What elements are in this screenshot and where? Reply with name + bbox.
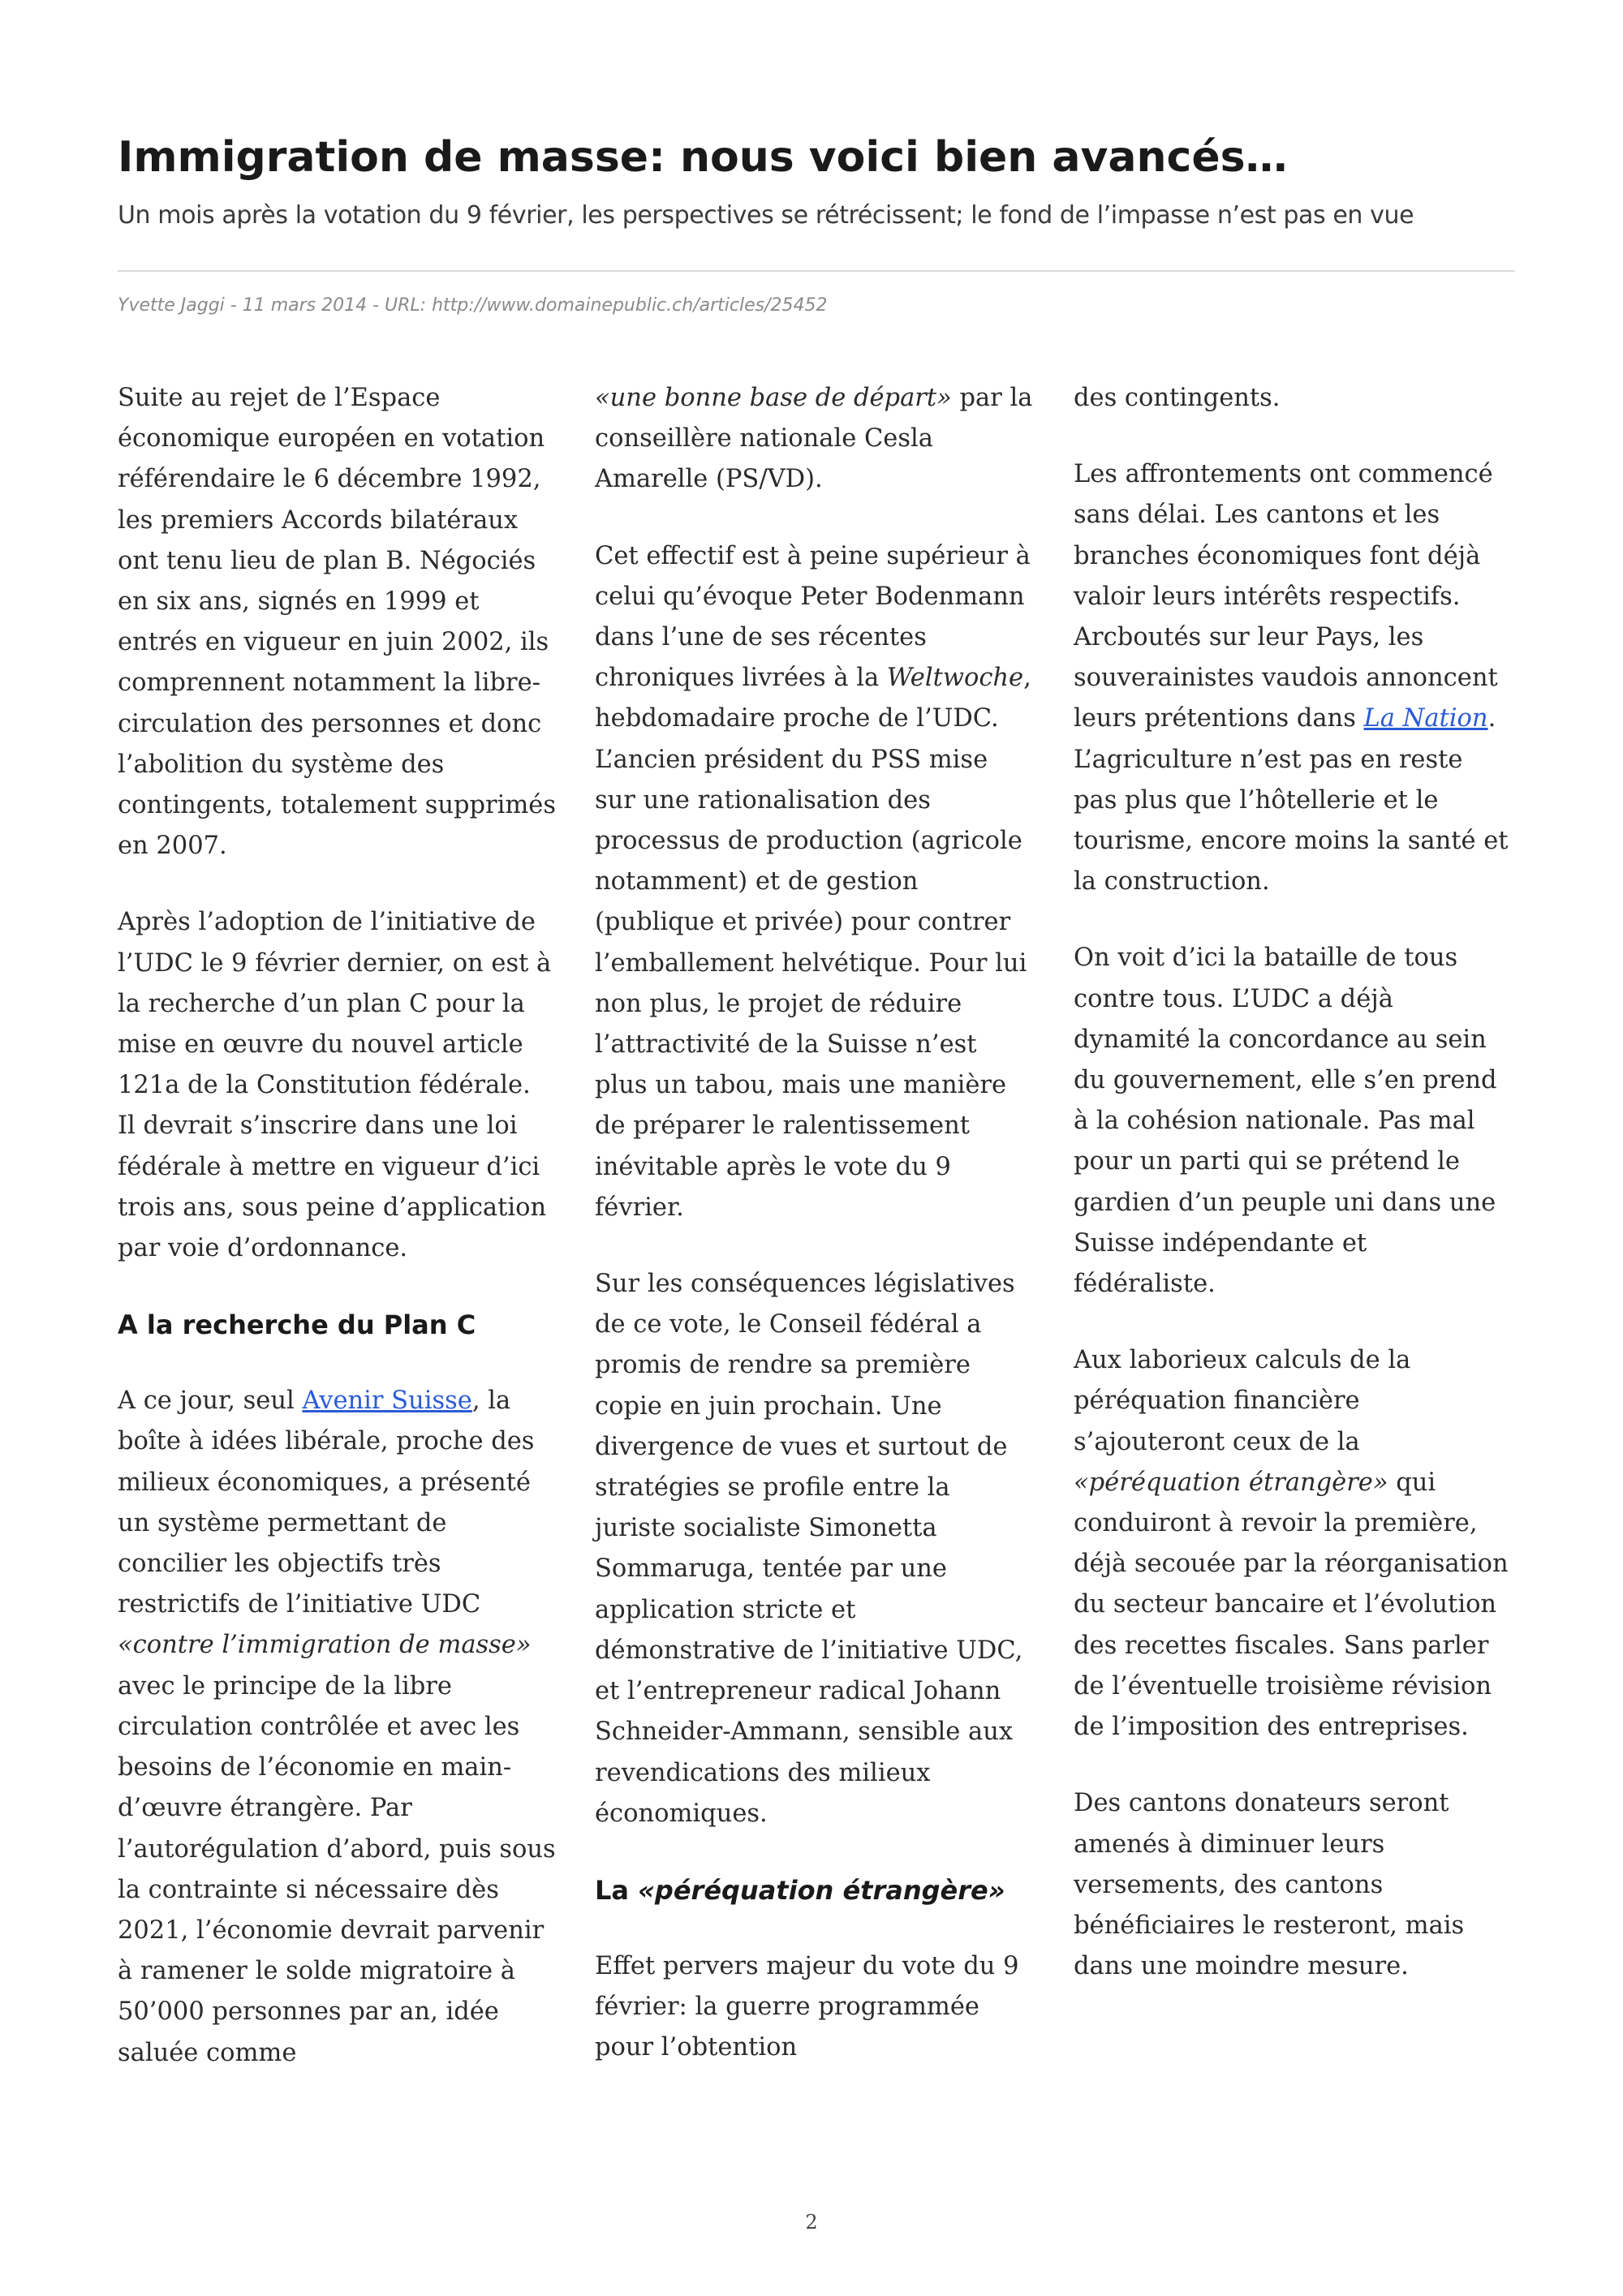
paragraph	[1074, 1340, 1512, 1748]
text: , la boîte à idées libérale, proche des milieux économiques, a présenté un système permettant de concilier les objectifs très restrictifs de l’initiative UDC	[118, 1387, 535, 1619]
paragraph	[595, 536, 1033, 1228]
text: , hebdomadaire proche de l’UDC. L’ancien président du PSS mise sur une rationalisation des processus de production (agricole notamment) et de gestion (publique et privée) pour contrer l’emballement helvétique. Pour lui non plus, le projet de réduire l’attractivité de la Suisse n’est plus un tabou, mais une manière de préparer le ralentissement inévitable après le vote du 9 février.	[595, 664, 1031, 1222]
text: par la conseillère nationale Cesla Amarelle (PS/VD).	[595, 384, 1033, 494]
paragraph: Après l’adoption de l’initiative de l’UDC le 9 février dernier, on est à la recherche d’un plan C pour la mise en œuvre du nouvel article 121a de la Constitution fédérale. Il devrait s’inscrire dans une loi fédérale à mettre en vigueur d’ici trois ans, sous peine d’application par voie d’ordonnance.	[118, 908, 552, 1263]
paragraph: Sur les conséquences législatives de ce vote, le Conseil fédéral a promis de rendre sa première copie en juin prochain. Une divergence de vues et surtout de stratégies se profile entre la juriste socialiste Simonetta Sommaruga, tentée par une application stricte et démonstrative de l’initiative UDC, et l’entrepreneur radical Johann Schneider-Ammann, sensible aux revendications des milieux économiques.	[595, 1270, 1023, 1828]
column-3	[1074, 378, 1512, 2023]
publication-name: Weltwoche	[886, 664, 1024, 693]
text: Les affrontements ont commencé sans délai. Les cantons et les branches économiques font déjà valoir leurs intérêts respectifs. Arcboutés sur leur Pays, les souverainistes vaudois annoncent leurs prétentions dans	[1074, 460, 1498, 733]
section-heading	[595, 1870, 1033, 1911]
avenir-suisse-link[interactable]: Avenir Suisse	[302, 1387, 472, 1416]
article-meta: Yvette Jaggi - 11 mars 2014 - URL: http://www.domainepublic.ch/articles/25452	[118, 295, 828, 316]
column-1	[118, 378, 556, 2109]
article-subtitle: Un mois après la votation du 9 février, les perspectives se rétrécissent; le fond de l’impasse n’est pas en vue	[118, 201, 1414, 230]
quote: «péréquation étrangère»	[638, 1874, 1005, 1906]
la-nation-link[interactable]	[1364, 704, 1488, 733]
header-divider	[118, 270, 1515, 272]
text: Aux laborieux calculs de la péréquation financière s’ajouteront ceux de la	[1074, 1346, 1411, 1456]
column-2	[595, 378, 1033, 2105]
paragraph: Des cantons donateurs seront amenés à diminuer leurs versements, des cantons bénéficiaires le resteront, mais dans une moindre mesure.	[1074, 1789, 1465, 1981]
quote: «contre l’immigration de masse»	[118, 1631, 532, 1660]
paragraph	[118, 1381, 556, 2073]
section-heading: A la recherche du Plan C	[118, 1309, 476, 1341]
text: Cet effectif est à peine supérieur à celui qu’évoque Peter Bodenmann dans l’une de ses récentes chroniques livrées à la	[595, 541, 1031, 693]
link-text: La Nation	[1363, 704, 1488, 733]
text: . L’agriculture n’est pas en reste pas plus que l’hôtellerie et le tourisme, encore moins la santé et la construction.	[1074, 704, 1509, 896]
paragraph	[595, 378, 1033, 501]
text: A ce jour, seul	[118, 1387, 303, 1416]
paragraph: Effet pervers majeur du vote du 9 février: la guerre programmée pour l’obtention	[595, 1951, 1019, 2062]
article-title: Immigration de masse: nous voici bien avancés…	[118, 133, 1288, 182]
paragraph	[1074, 454, 1512, 902]
paragraph: On voit d’ici la bataille de tous contre tous. L’UDC a déjà dynamité la concordance au sein du gouvernement, elle s’en prend à la cohésion nationale. Pas mal pour un parti qui se prétend le gardien d’un peuple uni dans une Suisse indépendante et fédéraliste.	[1074, 944, 1497, 1299]
text: qui conduiront à revoir la première, déjà secouée par la réorganisation du secteur bancaire et l’évolution des recettes fiscales. Sans parler de l’éventuelle troisième révision de l’imposition des entreprises.	[1074, 1468, 1509, 1742]
quote: «une bonne base de départ»	[595, 384, 952, 412]
text: La	[595, 1874, 639, 1906]
text: avec le principe de la libre circulation contrôlée et avec les besoins de l’économie en main-d’œuvre étrangère. Par l’autorégulation d’abord, puis sous la contrainte si nécessaire dès 2021, l’économie devrait parvenir à ramener le solde migratoire à 50’000 personnes par an, idée saluée comme	[118, 1671, 556, 2067]
quote: «péréquation étrangère»	[1074, 1468, 1388, 1497]
paragraph: Suite au rejet de l’Espace économique européen en votation référendaire le 6 décembre 1992, les premiers Accords bilatéraux ont tenu lieu de plan B. Négociés en six ans, signés en 1999 et entrés en vigueur en juin 2002, ils comprennent notamment la libre-circulation des personnes et donc l’abolition du système des contingents, totalement supprimés en 2007.	[118, 384, 556, 861]
page-number: 2	[805, 2211, 818, 2234]
paragraph: des contingents.	[1074, 384, 1281, 412]
